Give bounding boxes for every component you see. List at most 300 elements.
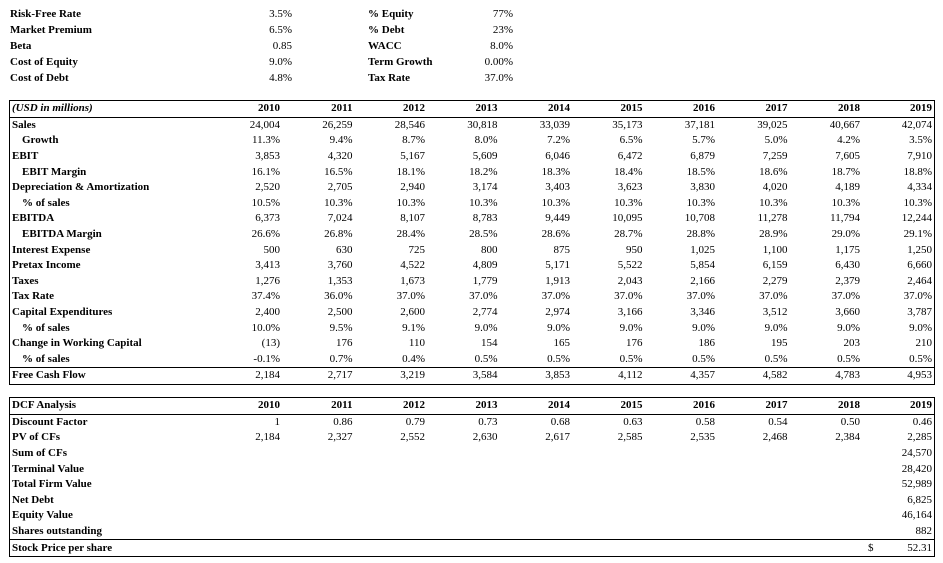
cell-value: 6,373 [255, 212, 280, 225]
row-label: Stock Price per share [10, 540, 210, 557]
cell-value: 3,174 [472, 181, 498, 194]
assumption-value: 0.00% [484, 56, 513, 68]
spacer-cell [210, 461, 863, 477]
cell-value: 8,783 [472, 212, 498, 225]
summary-row [10, 477, 935, 493]
cell-value: 2,379 [835, 274, 860, 287]
row-label: % of sales [22, 321, 70, 334]
assumption-row [10, 54, 292, 70]
cell-value: 40,667 [829, 118, 860, 131]
cell-value: 3,512 [762, 306, 788, 319]
cell-value: 1,779 [472, 274, 498, 287]
cell-value: 5,171 [545, 259, 570, 272]
cell-value: 4,522 [400, 259, 425, 272]
cell-value: 29.0% [831, 228, 860, 241]
cell-value: 16.1% [251, 165, 280, 178]
cell-value: 3,346 [690, 306, 715, 319]
year-header: 2011 [282, 101, 355, 118]
cell-value: 0.4% [402, 352, 425, 365]
cell-value: 1,673 [400, 274, 425, 287]
table-row [10, 133, 935, 149]
cell-value: 11,278 [757, 212, 788, 225]
cell-value: 0.5% [474, 352, 498, 365]
cell-value: 37.0% [396, 290, 425, 303]
cell-value: 0.7% [329, 352, 353, 365]
row-label: EBIT Margin [22, 165, 87, 178]
year-header: 2013 [427, 398, 500, 415]
summary-value: 28,420 [901, 462, 932, 475]
cell-value: 165 [553, 337, 570, 350]
table-row [10, 336, 935, 352]
assumption-row [368, 38, 513, 54]
assumption-label: Risk-Free Rate [10, 8, 81, 20]
cell-value: 37.0% [759, 290, 788, 303]
cell-value: 10,708 [684, 212, 715, 225]
cell-value: 35,173 [612, 118, 643, 131]
cell-value: 28.8% [686, 228, 715, 241]
cell-value: 7,024 [327, 212, 353, 225]
row-label: Total Firm Value [12, 478, 92, 491]
assumption-value: 0.85 [272, 40, 292, 52]
cell-value: 28.6% [541, 228, 570, 241]
cell-value: 29.1% [903, 228, 932, 241]
cell-value: 7,605 [835, 150, 860, 163]
table-header-label: (USD in millions) [10, 101, 210, 118]
assumption-label: Cost of Equity [10, 56, 78, 68]
row-label: Growth [22, 134, 59, 147]
row-label: % of sales [22, 196, 70, 209]
cell-value: 800 [481, 243, 498, 256]
cell-value: 2,705 [327, 181, 353, 194]
spacer-cell [210, 540, 863, 557]
year-header: 2014 [500, 101, 573, 118]
cell-value: 3,787 [907, 306, 932, 319]
assumption-value: 37.0% [484, 72, 513, 84]
cell-value: 10.3% [614, 196, 643, 209]
row-label: Shares outstanding [12, 525, 102, 538]
cell-value: 2,464 [907, 274, 932, 287]
cell-value: 4,357 [645, 368, 718, 385]
cell-value: 0.63 [623, 415, 643, 428]
summary-row [10, 461, 935, 477]
cell-value: 42,074 [901, 118, 932, 131]
summary-value: 52,989 [901, 478, 932, 491]
cell-value: 37.0% [541, 290, 570, 303]
cell-value: 10.3% [324, 196, 353, 209]
cell-value: 18.4% [614, 165, 643, 178]
assumption-row [10, 22, 292, 38]
cell-value: 6,159 [762, 259, 788, 272]
cell-value: 3,760 [327, 259, 353, 272]
table-row [10, 242, 935, 258]
assumption-value: 23% [492, 24, 513, 36]
row-label: Sum of CFs [12, 447, 68, 460]
cell-value: 154 [481, 337, 498, 350]
cell-value: 0.5% [692, 352, 715, 365]
cell-value: 8.0% [474, 134, 498, 147]
table-row [10, 274, 935, 290]
spacer-cell [210, 446, 863, 462]
table-row [10, 149, 935, 165]
cell-value: 10,095 [612, 212, 643, 225]
year-header: 2017 [717, 101, 790, 118]
cell-value: 18.2% [469, 165, 498, 178]
assumptions-left [10, 6, 292, 86]
year-header: 2016 [645, 398, 718, 415]
cell-value: 0.58 [695, 415, 715, 428]
cell-value: 3,584 [427, 368, 500, 385]
table-row [10, 258, 935, 274]
cell-value: 3,660 [835, 306, 860, 319]
cell-value: 28.9% [759, 228, 788, 241]
cell-value: 5,854 [690, 259, 715, 272]
cell-value: 3,166 [617, 306, 643, 319]
spacer-cell [210, 524, 863, 540]
assumption-row [368, 22, 513, 38]
cell-value: 176 [626, 337, 643, 350]
cell-value: 2,043 [617, 274, 643, 287]
cell-value: 0.79 [405, 415, 425, 428]
cell-value: 1,250 [907, 243, 932, 256]
assumption-value: 6.5% [269, 24, 292, 36]
fcf-row [10, 368, 935, 385]
cell-value: 16.5% [324, 165, 353, 178]
cell-value: 3,623 [617, 181, 643, 194]
cell-value: 4,112 [572, 368, 645, 385]
cell-value: 4,020 [762, 181, 788, 194]
cell-value: 10.3% [831, 196, 860, 209]
cell-value: 2,617 [545, 431, 570, 444]
table-row [10, 117, 935, 133]
cell-value: 8.7% [402, 134, 425, 147]
row-label: Sales [12, 118, 36, 131]
cell-value: 6,046 [545, 150, 570, 163]
cell-value: 6,472 [617, 150, 643, 163]
cell-value: 875 [553, 243, 570, 256]
cell-value: 1,913 [545, 274, 570, 287]
cell-value: 28.7% [614, 228, 643, 241]
dcf-table [9, 397, 935, 557]
cell-value: 2,285 [907, 431, 932, 444]
cell-value: 11,794 [830, 212, 860, 225]
projections-table [9, 100, 935, 385]
cell-value: 3,853 [255, 150, 280, 163]
assumption-row [368, 70, 513, 86]
table-row [10, 305, 935, 321]
cell-value: 2,468 [762, 431, 788, 444]
spacer-cell [210, 508, 863, 524]
currency-symbol: $ [868, 541, 874, 554]
assumption-label: WACC [368, 40, 402, 52]
cell-value: 0.54 [768, 415, 788, 428]
cell-value: 0.46 [912, 415, 932, 428]
row-label: EBITDA [12, 212, 55, 225]
cell-value: 2,500 [327, 306, 353, 319]
cell-value: 2,974 [545, 306, 570, 319]
cell-value: 0.50 [840, 415, 860, 428]
cell-value: 39,025 [757, 118, 788, 131]
cell-value: 2,552 [400, 431, 425, 444]
cell-value: 9.4% [329, 134, 353, 147]
cell-value: 7,259 [762, 150, 788, 163]
cell-value: 9,449 [545, 212, 570, 225]
cell-value: 10.0% [251, 321, 280, 334]
assumptions-right [368, 6, 513, 86]
cell-value: 26.8% [324, 228, 353, 241]
cell-value: 5,522 [617, 259, 643, 272]
year-header: 2018 [790, 101, 863, 118]
cell-value: 26,259 [322, 118, 353, 131]
assumption-row [368, 6, 513, 22]
row-label: % of sales [22, 352, 70, 365]
summary-value: 6,825 [907, 493, 932, 506]
table-row [10, 164, 935, 180]
cell-value: 7.2% [547, 134, 570, 147]
cell-value: 10.3% [396, 196, 425, 209]
cell-value: 0.5% [619, 352, 643, 365]
cell-value: 0.5% [764, 352, 788, 365]
cell-value: 2,384 [835, 431, 860, 444]
cell-value: 37.0% [686, 290, 715, 303]
cell-value: 2,184 [210, 368, 283, 385]
cell-value: 2,166 [690, 274, 715, 287]
cell-value: 9.0% [837, 321, 860, 334]
assumption-label: Market Premium [10, 24, 92, 36]
table-row [10, 196, 935, 212]
cell-value: 4,953 [862, 368, 935, 385]
row-label: PV of CFs [12, 431, 61, 444]
assumption-label: % Debt [368, 24, 405, 36]
cell-value: 2,585 [617, 431, 643, 444]
row-label: Terminal Value [12, 462, 85, 475]
cell-value: 5,167 [400, 150, 425, 163]
assumption-value: 8.0% [490, 40, 513, 52]
cell-value: 9.0% [474, 321, 498, 334]
row-label: Equity Value [12, 509, 73, 522]
cell-value: 6,879 [690, 150, 715, 163]
cell-value: 3,413 [255, 259, 280, 272]
stock-price-row [10, 540, 935, 557]
cell-value: 37.4% [251, 290, 280, 303]
table-row [10, 211, 935, 227]
spacer-cell [210, 477, 863, 493]
table-row [10, 227, 935, 243]
cell-value: 4,783 [790, 368, 863, 385]
summary-row [10, 446, 935, 462]
assumption-label: Cost of Debt [10, 72, 69, 84]
cell-value: 0.5% [837, 352, 860, 365]
cell-value: 2,279 [762, 274, 788, 287]
cell-value: 210 [915, 337, 932, 350]
cell-value: 950 [626, 243, 643, 256]
assumption-label: % Equity [368, 8, 414, 20]
cell-value: 0.68 [550, 415, 570, 428]
row-label: Net Debt [12, 493, 54, 506]
row-label: Depreciation & Amortization [12, 181, 150, 194]
cell-value: 3,219 [355, 368, 428, 385]
table-row [10, 180, 935, 196]
year-header: 2013 [427, 101, 500, 118]
table-row [10, 414, 935, 430]
year-header: 2016 [645, 101, 718, 118]
row-label: Tax Rate [12, 290, 55, 303]
cell-value: 4,334 [907, 181, 932, 194]
year-header: 2012 [355, 398, 428, 415]
cell-value: 1,175 [835, 243, 860, 256]
cell-value: 24,004 [249, 118, 280, 131]
row-label: EBIT [12, 150, 39, 163]
cell-value: 9.0% [909, 321, 932, 334]
cell-value: 18.3% [541, 165, 570, 178]
cell-value: 500 [263, 243, 280, 256]
cell-value: 10.3% [541, 196, 570, 209]
row-label: Pretax Income [12, 259, 81, 272]
summary-row [10, 493, 935, 509]
assumption-label: Tax Rate [368, 72, 411, 84]
row-label: Taxes [12, 274, 39, 287]
cell-value: 11.3% [251, 134, 280, 147]
stock-price-value: 52.31 [907, 541, 932, 554]
cell-value: 0.73 [478, 415, 498, 428]
cell-value: 2,717 [282, 368, 355, 385]
cell-value: 2,535 [690, 431, 715, 444]
cell-value: 9.0% [764, 321, 788, 334]
cell-value: 4,189 [835, 181, 860, 194]
cell-value: 2,184 [255, 431, 280, 444]
assumption-row [10, 38, 292, 54]
cell-value: 18.6% [759, 165, 788, 178]
cell-value: 10.3% [469, 196, 498, 209]
cell-value: 2,400 [255, 306, 280, 319]
assumption-row [10, 6, 292, 22]
cell-value: 1,025 [690, 243, 715, 256]
cell-value: (13) [261, 337, 280, 350]
assumption-label: Beta [10, 40, 32, 52]
cell-value: 5,609 [472, 150, 498, 163]
dcf-header-row [10, 398, 935, 415]
summary-value: 882 [915, 525, 932, 538]
cell-value: 5.0% [764, 134, 788, 147]
cell-value: 195 [771, 337, 788, 350]
cell-value: 1 [274, 415, 280, 428]
year-header: 2010 [210, 101, 283, 118]
assumption-value: 9.0% [269, 56, 292, 68]
cell-value: 186 [698, 337, 715, 350]
cell-value: 9.0% [547, 321, 570, 334]
cell-value: 10.5% [251, 196, 280, 209]
cell-value: 0.5% [547, 352, 570, 365]
cell-value: 0.5% [909, 352, 932, 365]
year-header: 2010 [210, 398, 283, 415]
row-label: Interest Expense [12, 243, 91, 256]
cell-value: 9.0% [619, 321, 643, 334]
cell-value: 8,107 [400, 212, 425, 225]
year-header: 2019 [862, 101, 935, 118]
year-header: 2018 [790, 398, 863, 415]
table-row [10, 289, 935, 305]
cell-value: 33,039 [539, 118, 570, 131]
cell-value: 1,100 [762, 243, 788, 256]
cell-value: 18.1% [396, 165, 425, 178]
cell-value: 28,546 [394, 118, 425, 131]
cell-value: 4.2% [837, 134, 860, 147]
cell-value: 2,600 [400, 306, 425, 319]
cell-value: 725 [408, 243, 425, 256]
row-label: Change in Working Capital [12, 337, 142, 350]
cell-value: -0.1% [253, 352, 280, 365]
cell-value: 2,327 [327, 431, 353, 444]
cell-value: 4,582 [717, 368, 790, 385]
cell-value: 12,244 [901, 212, 932, 225]
summary-value: 46,164 [901, 509, 932, 522]
cell-value: 18.5% [686, 165, 715, 178]
summary-value: 24,570 [901, 447, 932, 460]
year-header: 2015 [572, 101, 645, 118]
year-header: 2015 [572, 398, 645, 415]
cell-value: 18.7% [831, 165, 860, 178]
cell-value: 4,809 [472, 259, 498, 272]
table-row [10, 430, 935, 446]
cell-value: 3,853 [500, 368, 573, 385]
dcf-header-label: DCF Analysis [10, 398, 210, 415]
cell-value: 7,910 [907, 150, 932, 163]
row-label: Discount Factor [12, 415, 88, 428]
row-label: Capital Expenditures [12, 306, 113, 319]
cell-value: 9.5% [329, 321, 353, 334]
cell-value: 37,181 [684, 118, 715, 131]
cell-value: 3.5% [909, 134, 932, 147]
cell-value: 6,660 [907, 259, 932, 272]
assumption-label: Term Growth [368, 56, 433, 68]
cell-value: 3,830 [690, 181, 715, 194]
cell-value: 1,353 [327, 274, 353, 287]
cell-value: 203 [843, 337, 860, 350]
summary-row [10, 508, 935, 524]
cell-value: 6,430 [835, 259, 860, 272]
cell-value: 28.5% [469, 228, 498, 241]
year-header: 2014 [500, 398, 573, 415]
cell-value: 3,403 [545, 181, 570, 194]
cell-value: 176 [336, 337, 353, 350]
year-header: 2011 [282, 398, 355, 415]
cell-value: 2,940 [400, 181, 425, 194]
cell-value: 30,818 [467, 118, 498, 131]
cell-value: 37.0% [831, 290, 860, 303]
cell-value: 10.3% [903, 196, 932, 209]
cell-value: 37.0% [903, 290, 932, 303]
cell-value: 2,520 [255, 181, 280, 194]
cell-value: 630 [336, 243, 353, 256]
assumption-value: 4.8% [269, 72, 292, 84]
cell-value: 37.0% [469, 290, 498, 303]
cell-value: 26.6% [251, 228, 280, 241]
stock-price-cell [862, 540, 935, 557]
table-row [10, 320, 935, 336]
cell-value: 18.8% [903, 165, 932, 178]
assumption-value: 3.5% [269, 8, 292, 20]
year-header: 2012 [355, 101, 428, 118]
year-header: 2017 [717, 398, 790, 415]
table-header-row [10, 101, 935, 118]
table-row [10, 352, 935, 368]
cell-value: 36.0% [324, 290, 353, 303]
cell-value: 28.4% [396, 228, 425, 241]
cell-value: 9.1% [402, 321, 425, 334]
cell-value: 5.7% [692, 134, 715, 147]
year-header: 2019 [862, 398, 935, 415]
cell-value: 4,320 [327, 150, 353, 163]
assumption-row [368, 54, 513, 70]
